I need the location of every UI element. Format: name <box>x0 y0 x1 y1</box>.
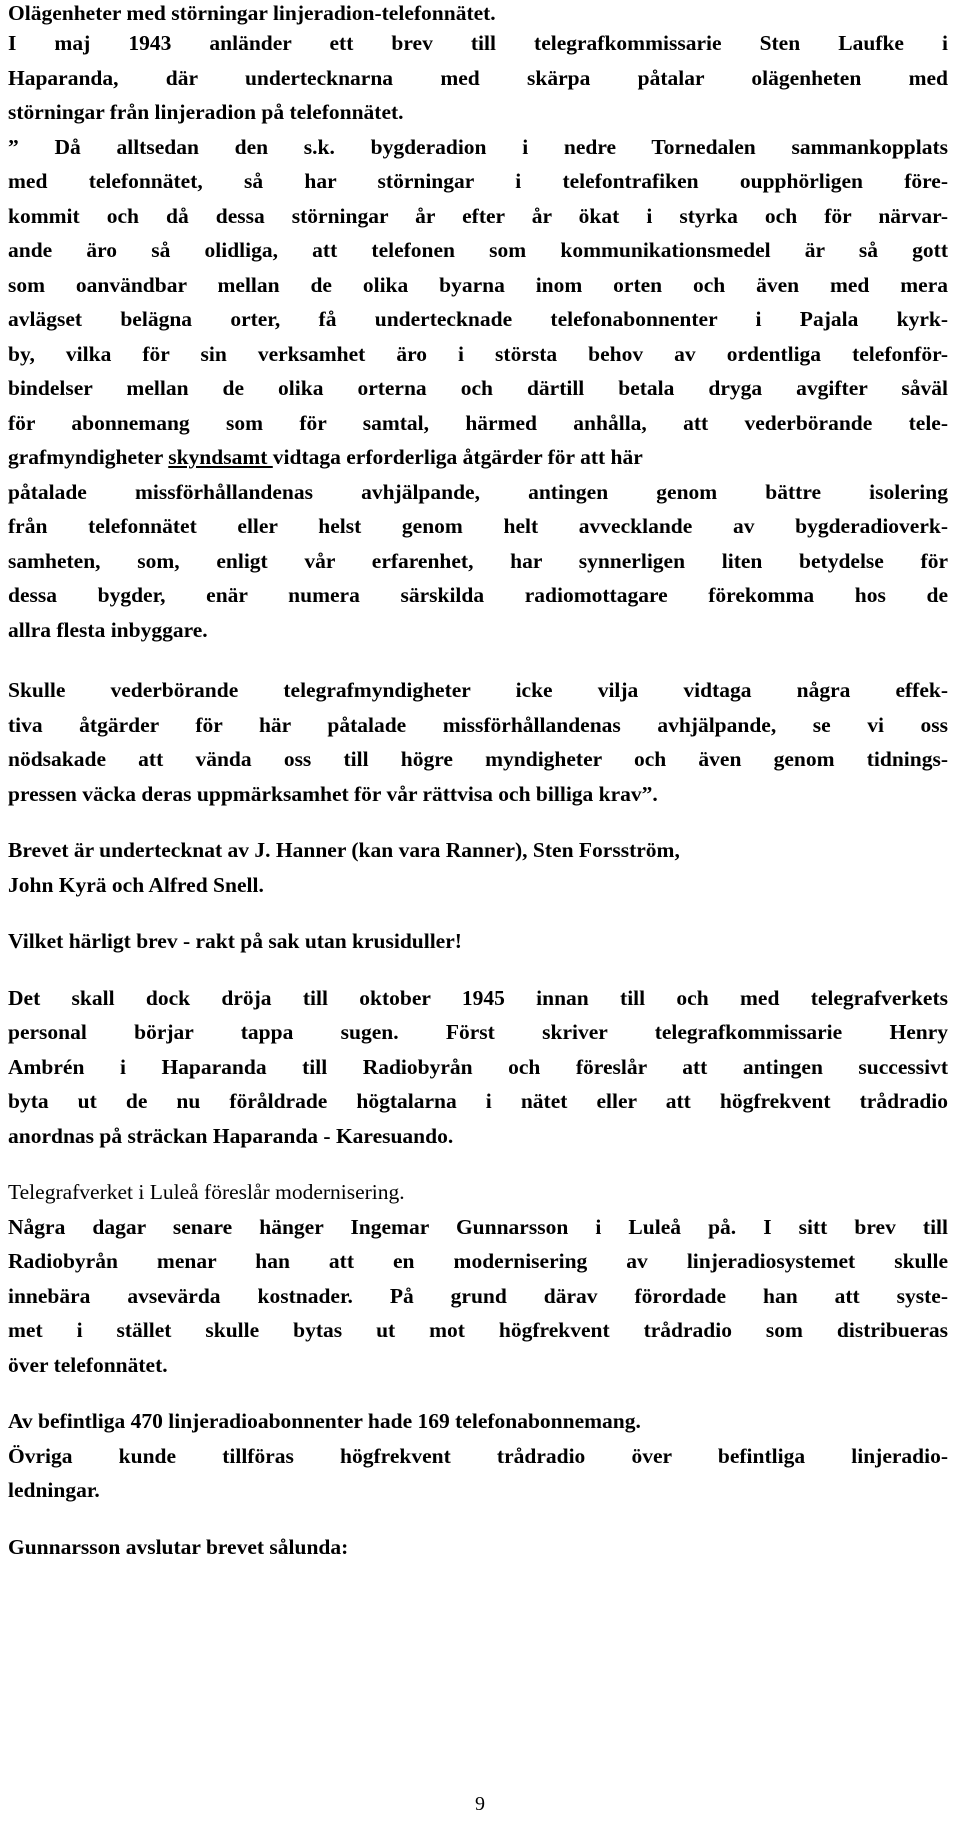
page-number: 9 <box>475 1793 485 1815</box>
quote-line: by, vilka för sin verksamhet äro i största behov av ordentliga telefonför- <box>8 341 948 366</box>
paragraph-gap <box>8 1153 948 1175</box>
subheading: Telegrafverket i Luleå föreslår modernisering. <box>8 1180 405 1204</box>
text-line: I maj 1943 anländer ett brev till telegrafkommissarie Sten Laufke i <box>8 31 948 55</box>
quote-line: Skulle vederbörande telegrafmyndigheter icke vilja vidtaga några effek- <box>8 678 948 702</box>
text-line: anordnas på sträckan Haparanda - Karesuando. <box>8 1123 454 1148</box>
paragraph-gap <box>8 811 948 833</box>
quote-line: pressen väcka deras uppmärksamhet för vår rättvisa och billiga krav”. <box>8 781 658 806</box>
underlined-word: skyndsamt <box>168 445 273 469</box>
text-line: störningar från linjeradion på telefonnätet. <box>8 100 404 124</box>
document-page <box>8 0 948 1564</box>
quote-line: allra flesta inbyggare. <box>8 617 208 642</box>
section-heading: Olägenheter med störningar linjeradion-telefonnätet. <box>8 1 496 25</box>
text-line: byta ut de nu föråldrade högtalarna i nätet eller att högfrekvent trådradio <box>8 1089 948 1113</box>
quote-line: nödsakade att vända oss till högre myndigheter och även genom tidnings- <box>8 747 948 771</box>
text-line: Haparanda, där undertecknarna med skärpa påtalar olägenheten med <box>8 65 948 90</box>
text-line: Övriga kunde tillföras högfrekvent trådradio över befintliga linjeradio- <box>8 1443 948 1468</box>
paragraph-gap <box>8 1508 948 1530</box>
text-line: Radiobyrån menar han att en modernisering av linjeradiosystemet skulle <box>8 1249 948 1273</box>
text-line: personal börjar tappa sugen. Först skriver telegrafkommissarie Henry <box>8 1020 948 1044</box>
paragraph-gap <box>8 959 948 981</box>
text-line: Ambrén i Haparanda till Radiobyrån och föreslår att antingen successivt <box>8 1054 948 1079</box>
text-line: Det skall dock dröja till oktober 1945 innan till och med telegrafverkets <box>8 985 948 1010</box>
quote-line: från telefonnätet eller helst genom helt avvecklande av bygderadioverk- <box>8 514 948 538</box>
text-line: Några dagar senare hänger Ingemar Gunnarsson i Luleå på. I sitt brev till <box>8 1214 948 1239</box>
quote-line-underlined <box>8 440 948 475</box>
quote-line: dessa bygder, enär numera särskilda radiomottagare förekomma hos de <box>8 583 948 607</box>
quote-line: med telefonnätet, så har störningar i telefontrafiken oupphörligen före- <box>8 169 948 193</box>
text-line: Brevet är undertecknat av J. Hanner (kan vara Ranner), Sten Forsström, <box>8 838 680 862</box>
quote-text: vidtaga erforderliga åtgärder för att här <box>272 445 643 469</box>
quote-line: avlägset belägna orter, få undertecknade telefonabonnenter i Pajala kyrk- <box>8 307 948 331</box>
quote-line: samheten, som, enligt vår erfarenhet, har synnerligen liten betydelse för <box>8 548 948 573</box>
quote-line: kommit och då dessa störningar år efter år ökat i styrka och för närvar- <box>8 203 948 228</box>
text-line: innebära avsevärda kostnader. På grund därav förordade han att syste- <box>8 1283 948 1308</box>
text-line: ledningar. <box>8 1478 100 1502</box>
text-line: Vilket härligt brev - rakt på sak utan krusiduller! <box>8 929 462 953</box>
quote-line: för abonnemang som för samtal, härmed anhålla, att vederbörande tele- <box>8 410 948 435</box>
text-line: över telefonnätet. <box>8 1352 168 1377</box>
paragraph-gap <box>8 902 948 924</box>
text-line: met i stället skulle bytas ut mot högfrekvent trådradio som distribueras <box>8 1318 948 1342</box>
text-line: Av befintliga 470 linjeradioabonnenter hade 169 telefonabonnemang. <box>8 1409 641 1433</box>
quote-text: grafmyndigheter <box>8 445 169 469</box>
paragraph-gap <box>8 647 948 673</box>
paragraph-gap <box>8 1382 948 1404</box>
quote-line: tiva åtgärder för här påtalade missförhållandenas avhjälpande, se vi oss <box>8 712 948 737</box>
quote-line: påtalade missförhållandenas avhjälpande, antingen genom bättre isolering <box>8 479 948 504</box>
quote-line: ande äro så olidliga, att telefonen som kommunikationsmedel är så gott <box>8 238 948 262</box>
quote-line: ” Då alltsedan den s.k. bygderadion i nedre Tornedalen sammankopplats <box>8 134 948 159</box>
text-line: Gunnarsson avslutar brevet sålunda: <box>8 1534 349 1559</box>
quote-line: som oanvändbar mellan de olika byarna inom orten och även med mera <box>8 272 948 297</box>
text-line: John Kyrä och Alfred Snell. <box>8 872 264 897</box>
quote-line: bindelser mellan de olika orterna och därtill betala dryga avgifter såväl <box>8 376 948 400</box>
